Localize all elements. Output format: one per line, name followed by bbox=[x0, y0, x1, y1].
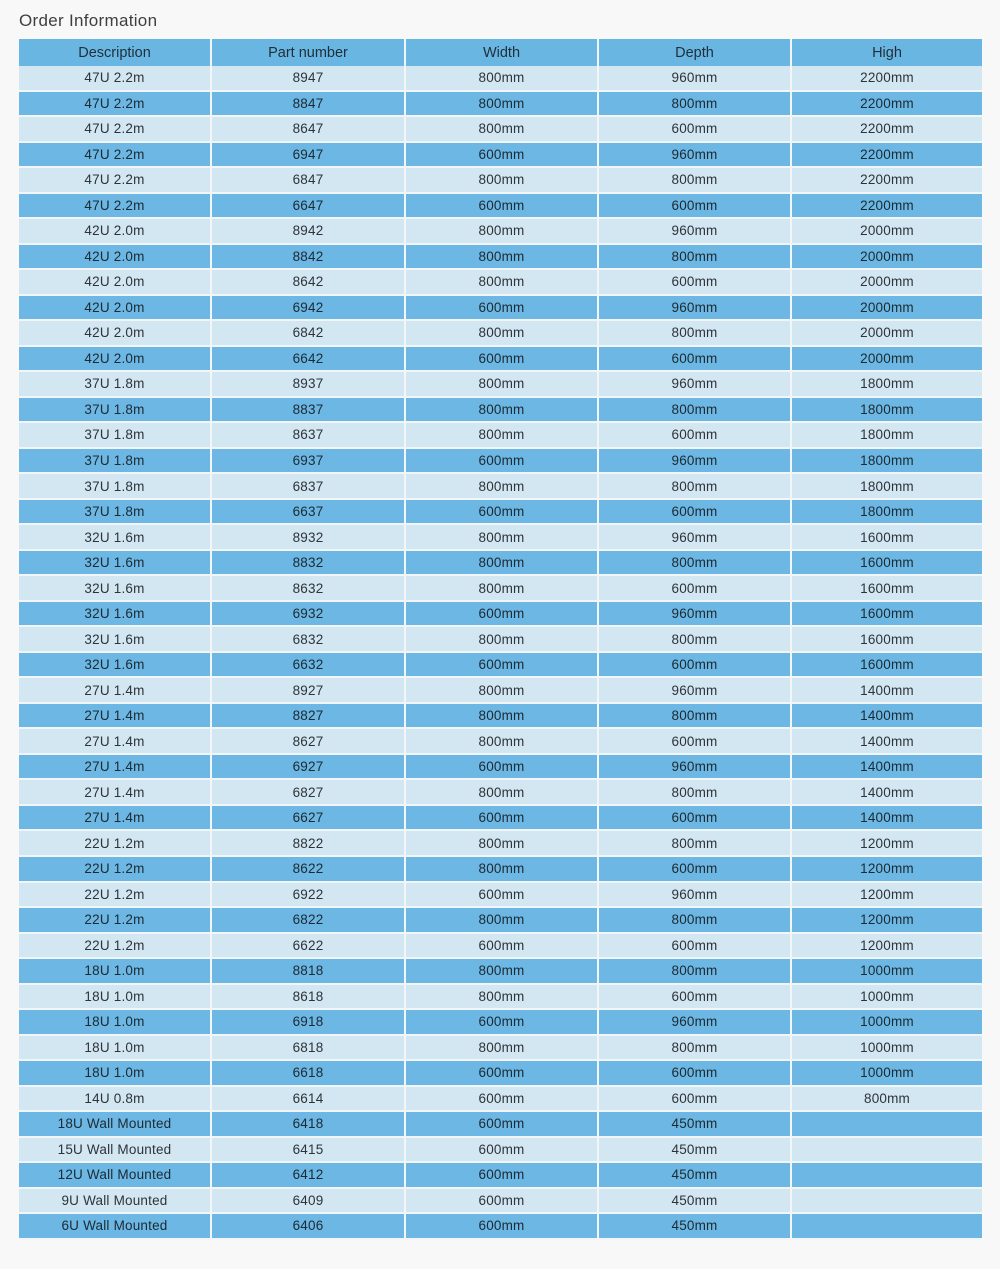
cell-width: 800mm bbox=[405, 779, 598, 805]
cell-depth: 600mm bbox=[598, 805, 791, 831]
cell-depth: 960mm bbox=[598, 295, 791, 321]
cell-depth: 800mm bbox=[598, 907, 791, 933]
table-row bbox=[19, 1060, 982, 1086]
table-row bbox=[19, 320, 982, 346]
cell-width: 600mm bbox=[405, 754, 598, 780]
cell-depth: 600mm bbox=[598, 575, 791, 601]
cell-part-number: 6622 bbox=[211, 933, 405, 959]
table-row bbox=[19, 728, 982, 754]
cell-part-number: 8942 bbox=[211, 218, 405, 244]
cell-part-number: 6847 bbox=[211, 167, 405, 193]
cell-width: 800mm bbox=[405, 703, 598, 729]
cell-width: 800mm bbox=[405, 830, 598, 856]
cell-high: 1800mm bbox=[791, 397, 982, 423]
cell-description: 47U 2.2m bbox=[19, 193, 211, 219]
cell-description: 47U 2.2m bbox=[19, 116, 211, 142]
cell-part-number: 6618 bbox=[211, 1060, 405, 1086]
cell-part-number: 8927 bbox=[211, 677, 405, 703]
table-row bbox=[19, 601, 982, 627]
cell-part-number: 6827 bbox=[211, 779, 405, 805]
cell-part-number: 6822 bbox=[211, 907, 405, 933]
cell-depth: 800mm bbox=[598, 626, 791, 652]
column-header-description: Description bbox=[19, 39, 211, 66]
cell-depth: 960mm bbox=[598, 448, 791, 474]
cell-depth: 450mm bbox=[598, 1137, 791, 1163]
cell-width: 800mm bbox=[405, 91, 598, 117]
cell-description: 42U 2.0m bbox=[19, 218, 211, 244]
cell-high: 1000mm bbox=[791, 958, 982, 984]
cell-part-number: 8837 bbox=[211, 397, 405, 423]
table-row bbox=[19, 244, 982, 270]
cell-depth: 600mm bbox=[598, 1086, 791, 1112]
cell-description: 27U 1.4m bbox=[19, 728, 211, 754]
cell-depth: 960mm bbox=[598, 142, 791, 168]
cell-depth: 800mm bbox=[598, 167, 791, 193]
cell-width: 600mm bbox=[405, 1188, 598, 1214]
cell-high: 1000mm bbox=[791, 984, 982, 1010]
cell-high: 1400mm bbox=[791, 728, 982, 754]
cell-depth: 800mm bbox=[598, 703, 791, 729]
cell-high: 1800mm bbox=[791, 499, 982, 525]
table-row bbox=[19, 984, 982, 1010]
cell-width: 600mm bbox=[405, 1111, 598, 1137]
column-header-width: Width bbox=[405, 39, 598, 66]
table-row bbox=[19, 295, 982, 321]
cell-depth: 960mm bbox=[598, 371, 791, 397]
table-row bbox=[19, 448, 982, 474]
cell-part-number: 6832 bbox=[211, 626, 405, 652]
cell-description: 37U 1.8m bbox=[19, 422, 211, 448]
cell-part-number: 6837 bbox=[211, 473, 405, 499]
cell-width: 800mm bbox=[405, 677, 598, 703]
cell-part-number: 6418 bbox=[211, 1111, 405, 1137]
cell-width: 600mm bbox=[405, 499, 598, 525]
cell-part-number: 8937 bbox=[211, 371, 405, 397]
cell-description: 12U Wall Mounted bbox=[19, 1162, 211, 1188]
cell-depth: 960mm bbox=[598, 677, 791, 703]
cell-width: 600mm bbox=[405, 1137, 598, 1163]
cell-high: 1600mm bbox=[791, 601, 982, 627]
table-row bbox=[19, 830, 982, 856]
table-row bbox=[19, 907, 982, 933]
cell-high: 2000mm bbox=[791, 295, 982, 321]
cell-width: 800mm bbox=[405, 728, 598, 754]
cell-high: 1600mm bbox=[791, 524, 982, 550]
cell-high: 1600mm bbox=[791, 652, 982, 678]
cell-depth: 600mm bbox=[598, 1060, 791, 1086]
table-row bbox=[19, 91, 982, 117]
cell-depth: 600mm bbox=[598, 652, 791, 678]
cell-description: 22U 1.2m bbox=[19, 907, 211, 933]
cell-high: 2000mm bbox=[791, 269, 982, 295]
cell-description: 27U 1.4m bbox=[19, 703, 211, 729]
cell-description: 22U 1.2m bbox=[19, 933, 211, 959]
table-row bbox=[19, 1111, 982, 1137]
cell-high: 1400mm bbox=[791, 677, 982, 703]
cell-depth: 960mm bbox=[598, 218, 791, 244]
cell-width: 800mm bbox=[405, 907, 598, 933]
table-row bbox=[19, 499, 982, 525]
cell-width: 600mm bbox=[405, 1086, 598, 1112]
cell-description: 18U 1.0m bbox=[19, 984, 211, 1010]
cell-part-number: 8622 bbox=[211, 856, 405, 882]
cell-part-number: 8637 bbox=[211, 422, 405, 448]
cell-part-number: 6614 bbox=[211, 1086, 405, 1112]
cell-depth: 960mm bbox=[598, 754, 791, 780]
cell-width: 600mm bbox=[405, 1162, 598, 1188]
cell-depth: 600mm bbox=[598, 984, 791, 1010]
cell-depth: 600mm bbox=[598, 856, 791, 882]
cell-depth: 800mm bbox=[598, 91, 791, 117]
cell-width: 600mm bbox=[405, 933, 598, 959]
cell-part-number: 8618 bbox=[211, 984, 405, 1010]
cell-description: 6U Wall Mounted bbox=[19, 1213, 211, 1239]
table-row bbox=[19, 218, 982, 244]
cell-high: 1000mm bbox=[791, 1060, 982, 1086]
cell-description: 18U 1.0m bbox=[19, 1009, 211, 1035]
cell-part-number: 6406 bbox=[211, 1213, 405, 1239]
cell-width: 600mm bbox=[405, 601, 598, 627]
cell-part-number: 8832 bbox=[211, 550, 405, 576]
table-row bbox=[19, 1213, 982, 1239]
cell-description: 42U 2.0m bbox=[19, 269, 211, 295]
cell-part-number: 8632 bbox=[211, 575, 405, 601]
cell-description: 27U 1.4m bbox=[19, 805, 211, 831]
cell-width: 800mm bbox=[405, 958, 598, 984]
cell-depth: 960mm bbox=[598, 66, 791, 91]
cell-description: 18U 1.0m bbox=[19, 1035, 211, 1061]
table-row bbox=[19, 779, 982, 805]
table-row bbox=[19, 167, 982, 193]
cell-high: 2200mm bbox=[791, 167, 982, 193]
cell-part-number: 8932 bbox=[211, 524, 405, 550]
table-row bbox=[19, 882, 982, 908]
cell-high: 1200mm bbox=[791, 830, 982, 856]
cell-high: 2000mm bbox=[791, 346, 982, 372]
cell-part-number: 8947 bbox=[211, 66, 405, 91]
cell-width: 800mm bbox=[405, 856, 598, 882]
cell-depth: 960mm bbox=[598, 524, 791, 550]
cell-part-number: 6947 bbox=[211, 142, 405, 168]
table-row bbox=[19, 703, 982, 729]
cell-description: 32U 1.6m bbox=[19, 550, 211, 576]
cell-high: 2200mm bbox=[791, 66, 982, 91]
cell-depth: 960mm bbox=[598, 1009, 791, 1035]
cell-high: 1600mm bbox=[791, 550, 982, 576]
cell-high: 2200mm bbox=[791, 91, 982, 117]
column-header-part-number: Part number bbox=[211, 39, 405, 66]
cell-description: 15U Wall Mounted bbox=[19, 1137, 211, 1163]
table-row bbox=[19, 1137, 982, 1163]
table-row bbox=[19, 1009, 982, 1035]
table-row bbox=[19, 397, 982, 423]
cell-description: 27U 1.4m bbox=[19, 779, 211, 805]
cell-description: 42U 2.0m bbox=[19, 320, 211, 346]
cell-high: 1000mm bbox=[791, 1035, 982, 1061]
cell-part-number: 6415 bbox=[211, 1137, 405, 1163]
cell-depth: 800mm bbox=[598, 779, 791, 805]
cell-high: 1400mm bbox=[791, 805, 982, 831]
table-row bbox=[19, 677, 982, 703]
column-header-high: High bbox=[791, 39, 982, 66]
cell-depth: 800mm bbox=[598, 1035, 791, 1061]
cell-part-number: 8627 bbox=[211, 728, 405, 754]
cell-width: 800mm bbox=[405, 550, 598, 576]
cell-high bbox=[791, 1213, 982, 1239]
cell-part-number: 8842 bbox=[211, 244, 405, 270]
cell-width: 800mm bbox=[405, 524, 598, 550]
cell-part-number: 6922 bbox=[211, 882, 405, 908]
cell-width: 800mm bbox=[405, 244, 598, 270]
cell-width: 600mm bbox=[405, 193, 598, 219]
table-row bbox=[19, 66, 982, 91]
cell-part-number: 8827 bbox=[211, 703, 405, 729]
cell-width: 800mm bbox=[405, 575, 598, 601]
cell-part-number: 8818 bbox=[211, 958, 405, 984]
cell-description: 42U 2.0m bbox=[19, 295, 211, 321]
cell-description: 32U 1.6m bbox=[19, 652, 211, 678]
cell-part-number: 6942 bbox=[211, 295, 405, 321]
cell-high bbox=[791, 1137, 982, 1163]
cell-description: 47U 2.2m bbox=[19, 66, 211, 91]
cell-depth: 600mm bbox=[598, 499, 791, 525]
cell-high: 1200mm bbox=[791, 933, 982, 959]
cell-depth: 600mm bbox=[598, 116, 791, 142]
cell-high: 2000mm bbox=[791, 320, 982, 346]
cell-high: 1800mm bbox=[791, 448, 982, 474]
table-row bbox=[19, 1086, 982, 1112]
cell-part-number: 6627 bbox=[211, 805, 405, 831]
table-row bbox=[19, 346, 982, 372]
cell-high: 1200mm bbox=[791, 907, 982, 933]
cell-high: 1800mm bbox=[791, 473, 982, 499]
cell-high: 800mm bbox=[791, 1086, 982, 1112]
cell-depth: 450mm bbox=[598, 1162, 791, 1188]
table-row bbox=[19, 116, 982, 142]
cell-depth: 800mm bbox=[598, 320, 791, 346]
cell-high: 1800mm bbox=[791, 422, 982, 448]
cell-depth: 450mm bbox=[598, 1213, 791, 1239]
page-title: Order Information bbox=[19, 11, 158, 30]
cell-part-number: 6632 bbox=[211, 652, 405, 678]
cell-high: 1400mm bbox=[791, 754, 982, 780]
cell-depth: 450mm bbox=[598, 1111, 791, 1137]
cell-depth: 600mm bbox=[598, 422, 791, 448]
cell-depth: 600mm bbox=[598, 193, 791, 219]
cell-part-number: 6818 bbox=[211, 1035, 405, 1061]
table-row bbox=[19, 958, 982, 984]
cell-part-number: 6642 bbox=[211, 346, 405, 372]
cell-width: 800mm bbox=[405, 116, 598, 142]
table-row bbox=[19, 473, 982, 499]
cell-width: 800mm bbox=[405, 397, 598, 423]
cell-description: 47U 2.2m bbox=[19, 167, 211, 193]
cell-width: 800mm bbox=[405, 422, 598, 448]
cell-part-number: 8847 bbox=[211, 91, 405, 117]
cell-width: 600mm bbox=[405, 1009, 598, 1035]
cell-description: 42U 2.0m bbox=[19, 346, 211, 372]
cell-width: 600mm bbox=[405, 882, 598, 908]
cell-width: 800mm bbox=[405, 473, 598, 499]
cell-description: 22U 1.2m bbox=[19, 856, 211, 882]
cell-description: 47U 2.2m bbox=[19, 91, 211, 117]
cell-width: 800mm bbox=[405, 320, 598, 346]
cell-part-number: 6918 bbox=[211, 1009, 405, 1035]
column-header-depth: Depth bbox=[598, 39, 791, 66]
cell-part-number: 8822 bbox=[211, 830, 405, 856]
cell-width: 600mm bbox=[405, 346, 598, 372]
cell-high: 1400mm bbox=[791, 779, 982, 805]
table-row bbox=[19, 754, 982, 780]
cell-depth: 450mm bbox=[598, 1188, 791, 1214]
cell-width: 800mm bbox=[405, 167, 598, 193]
cell-width: 800mm bbox=[405, 371, 598, 397]
cell-depth: 800mm bbox=[598, 244, 791, 270]
table-row bbox=[19, 371, 982, 397]
table-row bbox=[19, 524, 982, 550]
cell-depth: 960mm bbox=[598, 882, 791, 908]
cell-high: 1600mm bbox=[791, 626, 982, 652]
cell-description: 22U 1.2m bbox=[19, 882, 211, 908]
table-row bbox=[19, 1035, 982, 1061]
cell-description: 37U 1.8m bbox=[19, 499, 211, 525]
cell-high bbox=[791, 1111, 982, 1137]
order-table bbox=[19, 39, 982, 1240]
cell-depth: 600mm bbox=[598, 269, 791, 295]
cell-description: 37U 1.8m bbox=[19, 371, 211, 397]
cell-description: 18U Wall Mounted bbox=[19, 1111, 211, 1137]
table-row bbox=[19, 142, 982, 168]
cell-depth: 960mm bbox=[598, 601, 791, 627]
table-row bbox=[19, 805, 982, 831]
cell-high bbox=[791, 1188, 982, 1214]
cell-depth: 600mm bbox=[598, 346, 791, 372]
cell-width: 800mm bbox=[405, 1035, 598, 1061]
cell-description: 9U Wall Mounted bbox=[19, 1188, 211, 1214]
cell-width: 600mm bbox=[405, 1213, 598, 1239]
cell-part-number: 6932 bbox=[211, 601, 405, 627]
cell-part-number: 6647 bbox=[211, 193, 405, 219]
table-row bbox=[19, 626, 982, 652]
table-row bbox=[19, 269, 982, 295]
cell-part-number: 6409 bbox=[211, 1188, 405, 1214]
cell-description: 27U 1.4m bbox=[19, 677, 211, 703]
cell-depth: 800mm bbox=[598, 550, 791, 576]
cell-depth: 800mm bbox=[598, 958, 791, 984]
cell-description: 37U 1.8m bbox=[19, 397, 211, 423]
cell-high: 1200mm bbox=[791, 856, 982, 882]
table-row bbox=[19, 856, 982, 882]
cell-part-number: 6842 bbox=[211, 320, 405, 346]
cell-description: 32U 1.6m bbox=[19, 575, 211, 601]
cell-width: 600mm bbox=[405, 805, 598, 831]
cell-description: 22U 1.2m bbox=[19, 830, 211, 856]
cell-description: 37U 1.8m bbox=[19, 448, 211, 474]
cell-depth: 800mm bbox=[598, 830, 791, 856]
cell-high: 2200mm bbox=[791, 116, 982, 142]
cell-width: 800mm bbox=[405, 66, 598, 91]
cell-part-number: 6637 bbox=[211, 499, 405, 525]
cell-depth: 800mm bbox=[598, 397, 791, 423]
table-header-row bbox=[19, 39, 982, 66]
cell-width: 800mm bbox=[405, 269, 598, 295]
cell-high: 1800mm bbox=[791, 371, 982, 397]
cell-description: 27U 1.4m bbox=[19, 754, 211, 780]
cell-description: 32U 1.6m bbox=[19, 601, 211, 627]
cell-depth: 800mm bbox=[598, 473, 791, 499]
cell-part-number: 8642 bbox=[211, 269, 405, 295]
cell-width: 600mm bbox=[405, 295, 598, 321]
cell-width: 800mm bbox=[405, 984, 598, 1010]
cell-width: 800mm bbox=[405, 626, 598, 652]
cell-high: 2200mm bbox=[791, 142, 982, 168]
cell-width: 800mm bbox=[405, 218, 598, 244]
cell-high: 1600mm bbox=[791, 575, 982, 601]
cell-part-number: 6412 bbox=[211, 1162, 405, 1188]
table-body bbox=[19, 66, 982, 1239]
cell-high bbox=[791, 1162, 982, 1188]
cell-high: 1400mm bbox=[791, 703, 982, 729]
cell-high: 1000mm bbox=[791, 1009, 982, 1035]
cell-description: 37U 1.8m bbox=[19, 473, 211, 499]
cell-depth: 600mm bbox=[598, 933, 791, 959]
cell-width: 600mm bbox=[405, 652, 598, 678]
table-row bbox=[19, 422, 982, 448]
cell-high: 1200mm bbox=[791, 882, 982, 908]
cell-width: 600mm bbox=[405, 448, 598, 474]
cell-part-number: 8647 bbox=[211, 116, 405, 142]
table-row bbox=[19, 933, 982, 959]
cell-part-number: 6937 bbox=[211, 448, 405, 474]
cell-high: 2000mm bbox=[791, 218, 982, 244]
cell-description: 18U 1.0m bbox=[19, 958, 211, 984]
table-row bbox=[19, 652, 982, 678]
table-row bbox=[19, 550, 982, 576]
cell-high: 2000mm bbox=[791, 244, 982, 270]
cell-description: 42U 2.0m bbox=[19, 244, 211, 270]
cell-description: 18U 1.0m bbox=[19, 1060, 211, 1086]
cell-description: 32U 1.6m bbox=[19, 626, 211, 652]
cell-part-number: 6927 bbox=[211, 754, 405, 780]
cell-description: 14U 0.8m bbox=[19, 1086, 211, 1112]
cell-width: 600mm bbox=[405, 1060, 598, 1086]
table-row bbox=[19, 1162, 982, 1188]
table-row bbox=[19, 1188, 982, 1214]
cell-width: 600mm bbox=[405, 142, 598, 168]
table-row bbox=[19, 193, 982, 219]
cell-depth: 600mm bbox=[598, 728, 791, 754]
table-row bbox=[19, 575, 982, 601]
cell-description: 47U 2.2m bbox=[19, 142, 211, 168]
cell-high: 2200mm bbox=[791, 193, 982, 219]
cell-description: 32U 1.6m bbox=[19, 524, 211, 550]
